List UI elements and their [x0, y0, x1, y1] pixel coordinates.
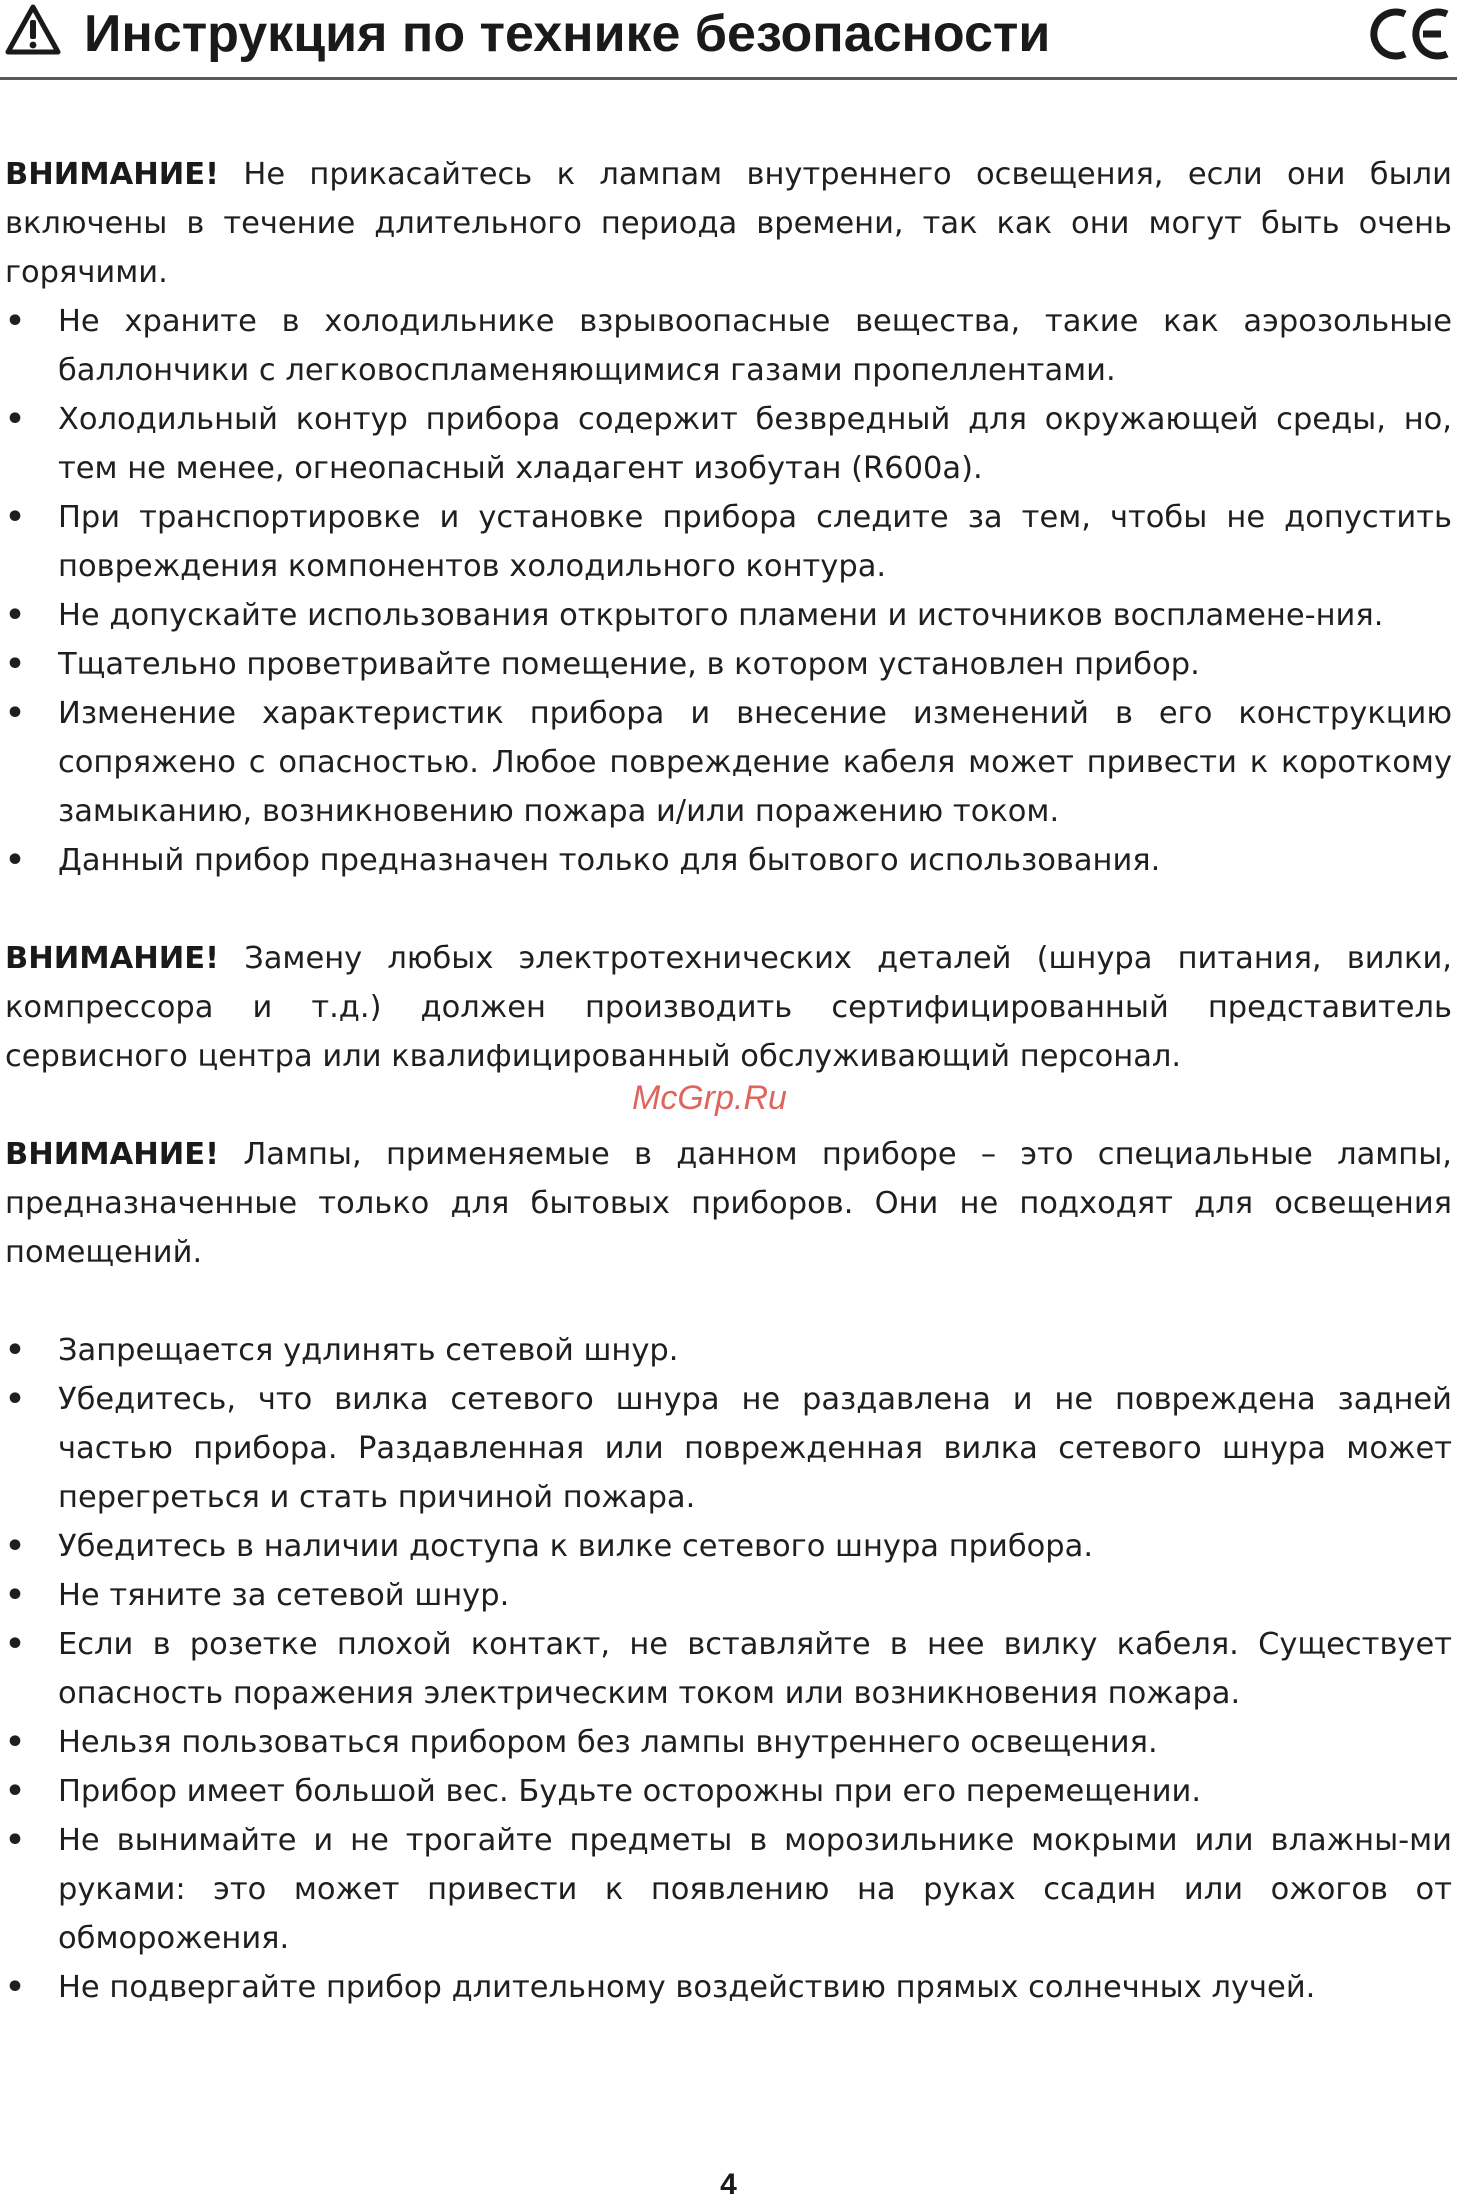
bullet-icon: • [5, 1382, 25, 1417]
list-item [5, 1816, 1452, 1963]
list-item-text: Холодильный контур прибора содержит безвредный для окружающей среды, но, тем не менее, огнеопасный хладагент изобутан (R600a). [58, 402, 1452, 486]
list-item-text: Изменение характеристик прибора и внесение изменений в его конструкцию сопряжено с опасностью. Любое повреждение кабеля может привести к короткому замыканию, возникновению пожара и/или поражению током. [58, 696, 1452, 829]
warning-label: ВНИМАНИЕ! [5, 1137, 220, 1172]
bullet-icon: • [5, 1333, 25, 1368]
list-item [5, 689, 1452, 836]
warning-paragraph-electrical-parts [5, 934, 1452, 1081]
warning-label: ВНИМАНИЕ! [5, 157, 220, 192]
bullet-icon: • [5, 1725, 25, 1760]
header-divider [0, 77, 1457, 80]
list-item-text: Если в розетке плохой контакт, не вставляйте в нее вилку кабеля. Существует опасность поражения электрическим током или возникновения пожара. [58, 1627, 1452, 1711]
list-item [5, 297, 1452, 395]
bullet-icon: • [5, 598, 25, 633]
watermark: McGrp.Ru [632, 1079, 787, 1117]
list-item-text: Запрещается удлинять сетевой шнур. [58, 1333, 679, 1368]
list-item-text: Не тяните за сетевой шнур. [58, 1578, 510, 1613]
list-item-text: Не вынимайте и не трогайте предметы в морозильнике мокрыми или влажны-ми руками: это может привести к появлению на руках ссадин или ожогов от обморожения. [58, 1823, 1452, 1956]
list-item-text: Тщательно проветривайте помещение, в котором установлен прибор. [58, 647, 1200, 682]
bullet-icon: • [5, 1774, 25, 1809]
list-item-text: Нельзя пользоваться прибором без лампы внутреннего освещения. [58, 1725, 1158, 1760]
page-header [0, 0, 1457, 78]
bullet-icon: • [5, 1627, 25, 1662]
list-item [5, 493, 1452, 591]
page-number: 4 [720, 2168, 737, 2201]
warning-text: Лампы, применяемые в данном приборе – это специальные лампы, предназначенные только для бытовых приборов. Они не подходят для освещения помещений. [5, 1137, 1452, 1270]
list-item-text: Не допускайте использования открытого пламени и источников воспламене-ния. [58, 598, 1384, 633]
bullet-icon: • [5, 843, 25, 878]
safety-list-1 [5, 297, 1452, 885]
list-item-text: При транспортировке и установке прибора следите за тем, чтобы не допустить повреждения компонентов холодильного контура. [58, 500, 1452, 584]
bullet-icon: • [5, 1578, 25, 1613]
spacer [5, 885, 1452, 934]
bullet-icon: • [5, 402, 25, 437]
list-item-text: Данный прибор предназначен только для бытового использования. [58, 843, 1161, 878]
bullet-icon: • [5, 1970, 25, 2005]
list-item [5, 1620, 1452, 1718]
bullet-icon: • [5, 304, 25, 339]
spacer [5, 1277, 1452, 1326]
bullet-icon: • [5, 647, 25, 682]
safety-list-2 [5, 1326, 1452, 2012]
list-item [5, 836, 1452, 885]
ce-mark-icon [1367, 6, 1453, 62]
bullet-icon: • [5, 696, 25, 731]
list-item-text: Прибор имеет большой вес. Будьте осторожны при его перемещении. [58, 1774, 1202, 1809]
list-item [5, 1522, 1452, 1571]
warning-text: Замену любых электротехнических деталей (шнура питания, вилки, компрессора и т.д.) должен производить сертифицированный представитель сервисного центра или квалифицированный обслуживающий персонал. [5, 941, 1452, 1074]
warning-text: Не прикасайтесь к лампам внутреннего освещения, если они были включены в течение длительного периода времени, так как они могут быть очень горячими. [5, 157, 1452, 290]
page-title: Инструкция по технике безопасности [84, 5, 1051, 63]
warning-triangle-icon [5, 4, 61, 56]
list-item-text: Убедитесь, что вилка сетевого шнура не раздавлена и не повреждена задней частью прибора. Раздавленная или поврежденная вилка сетевого шнура может перегреться и стать причиной пожара. [58, 1382, 1452, 1515]
list-item [5, 1767, 1452, 1816]
warning-paragraph-lamps-hot [5, 150, 1452, 297]
bullet-icon: • [5, 1529, 25, 1564]
list-item [5, 395, 1452, 493]
bullet-icon: • [5, 1823, 25, 1858]
list-item [5, 591, 1452, 640]
warning-label: ВНИМАНИЕ! [5, 941, 220, 976]
list-item [5, 640, 1452, 689]
bullet-icon: • [5, 500, 25, 535]
list-item [5, 1963, 1452, 2012]
list-item-text: Убедитесь в наличии доступа к вилке сетевого шнура прибора. [58, 1529, 1094, 1564]
list-item [5, 1718, 1452, 1767]
list-item-text: Не храните в холодильнике взрывоопасные вещества, такие как аэрозольные баллончики с легковоспламеняющимися газами пропеллентами. [58, 304, 1452, 388]
list-item [5, 1571, 1452, 1620]
warning-paragraph-special-lamps [5, 1130, 1452, 1277]
list-item [5, 1326, 1452, 1375]
list-item-text: Не подвергайте прибор длительному воздействию прямых солнечных лучей. [58, 1970, 1316, 2005]
list-item [5, 1375, 1452, 1522]
